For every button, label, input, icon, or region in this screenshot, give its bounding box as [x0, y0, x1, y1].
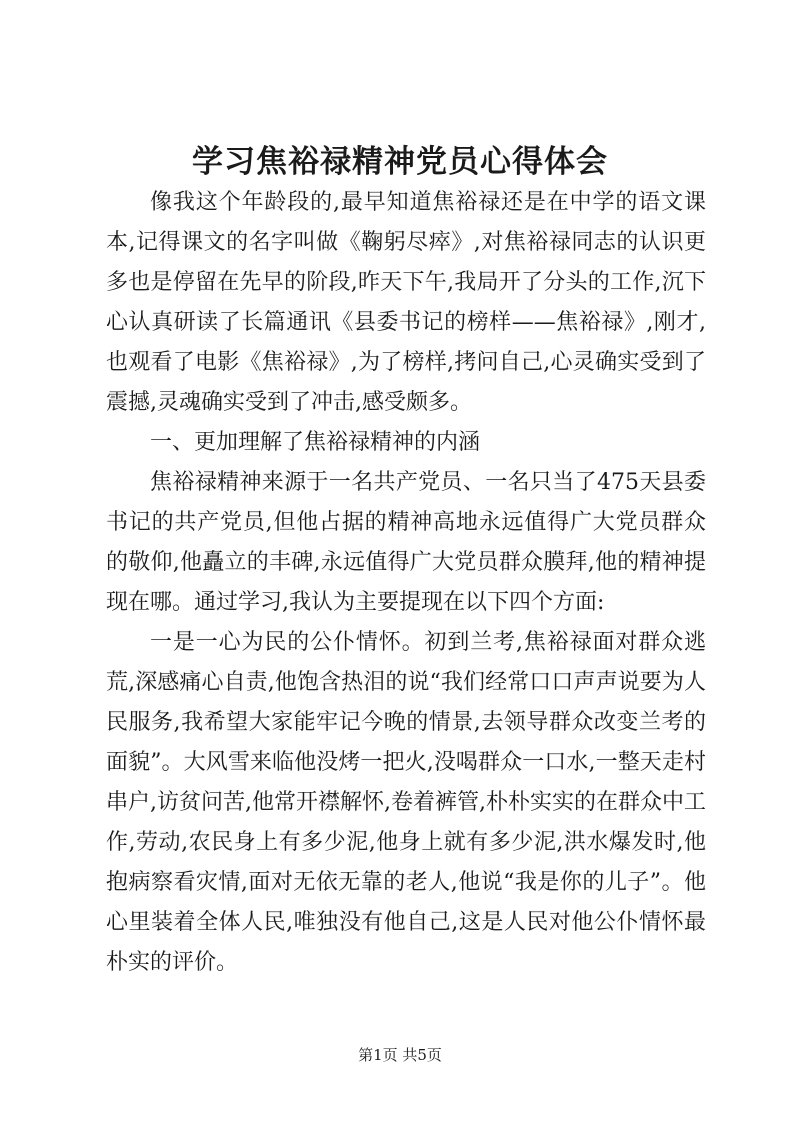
page-number-footer: 第1页 共5页 — [358, 1046, 442, 1064]
section-heading: 一、更加理解了焦裕禄精神的内涵 — [150, 430, 481, 455]
paragraph-public-servant: 一是一心为民的公仆情怀。初到兰考,焦裕禄面对群众逃荒,深感痛心自责,他饱含热泪的说“我们经常口口声声说要为人民服务,我希望大家能牢记今晚的情景,去领导群众改变兰考的面貌”。大风雪来临他没烤一把火,没喝群众一口水,一整天走村串户,访贫问苦,他常开襟解怀,卷着裤管,朴朴实实的在群众中工作,劳动,农民身上有多少泥,他身上就有多少泥,洪水爆发时,他抱病察看灾情,面对无依无靠的老人,他说“我是你的儿子”。他心里装着全体人民,唯独没有他自己,这是人民对他公仆情怀最朴实的评价。 — [106, 630, 706, 975]
paragraph-intro: 像我这个年龄段的,最早知道焦裕禄还是在中学的语文课本,记得课文的名字叫做《鞠躬尽瘁》,对焦裕禄同志的认识更多也是停留在先早的阶段,昨天下午,我局开了分头的工作,沉下心认真研读了长篇通讯《县委书记的榜样——焦裕禄》,刚才,也观看了电影《焦裕禄》,为了榜样,拷问自己,心灵确实受到了震撼,灵魂确实受到了冲击,感受颇多。 — [106, 190, 706, 415]
document-title: 学习焦裕禄精神党员心得体会 — [192, 144, 608, 180]
paragraph-spirit-source: 焦裕禄精神来源于一名共产党员、一名只当了475天县委书记的共产党员,但他占据的精神高地永远值得广大党员群众的敬仰,他矗立的丰碑,永远值得广大党员群众膜拜,他的精神提现在哪。通过学习,我认为主要提现在以下四个方面: — [106, 470, 706, 615]
document-body — [106, 183, 706, 983]
